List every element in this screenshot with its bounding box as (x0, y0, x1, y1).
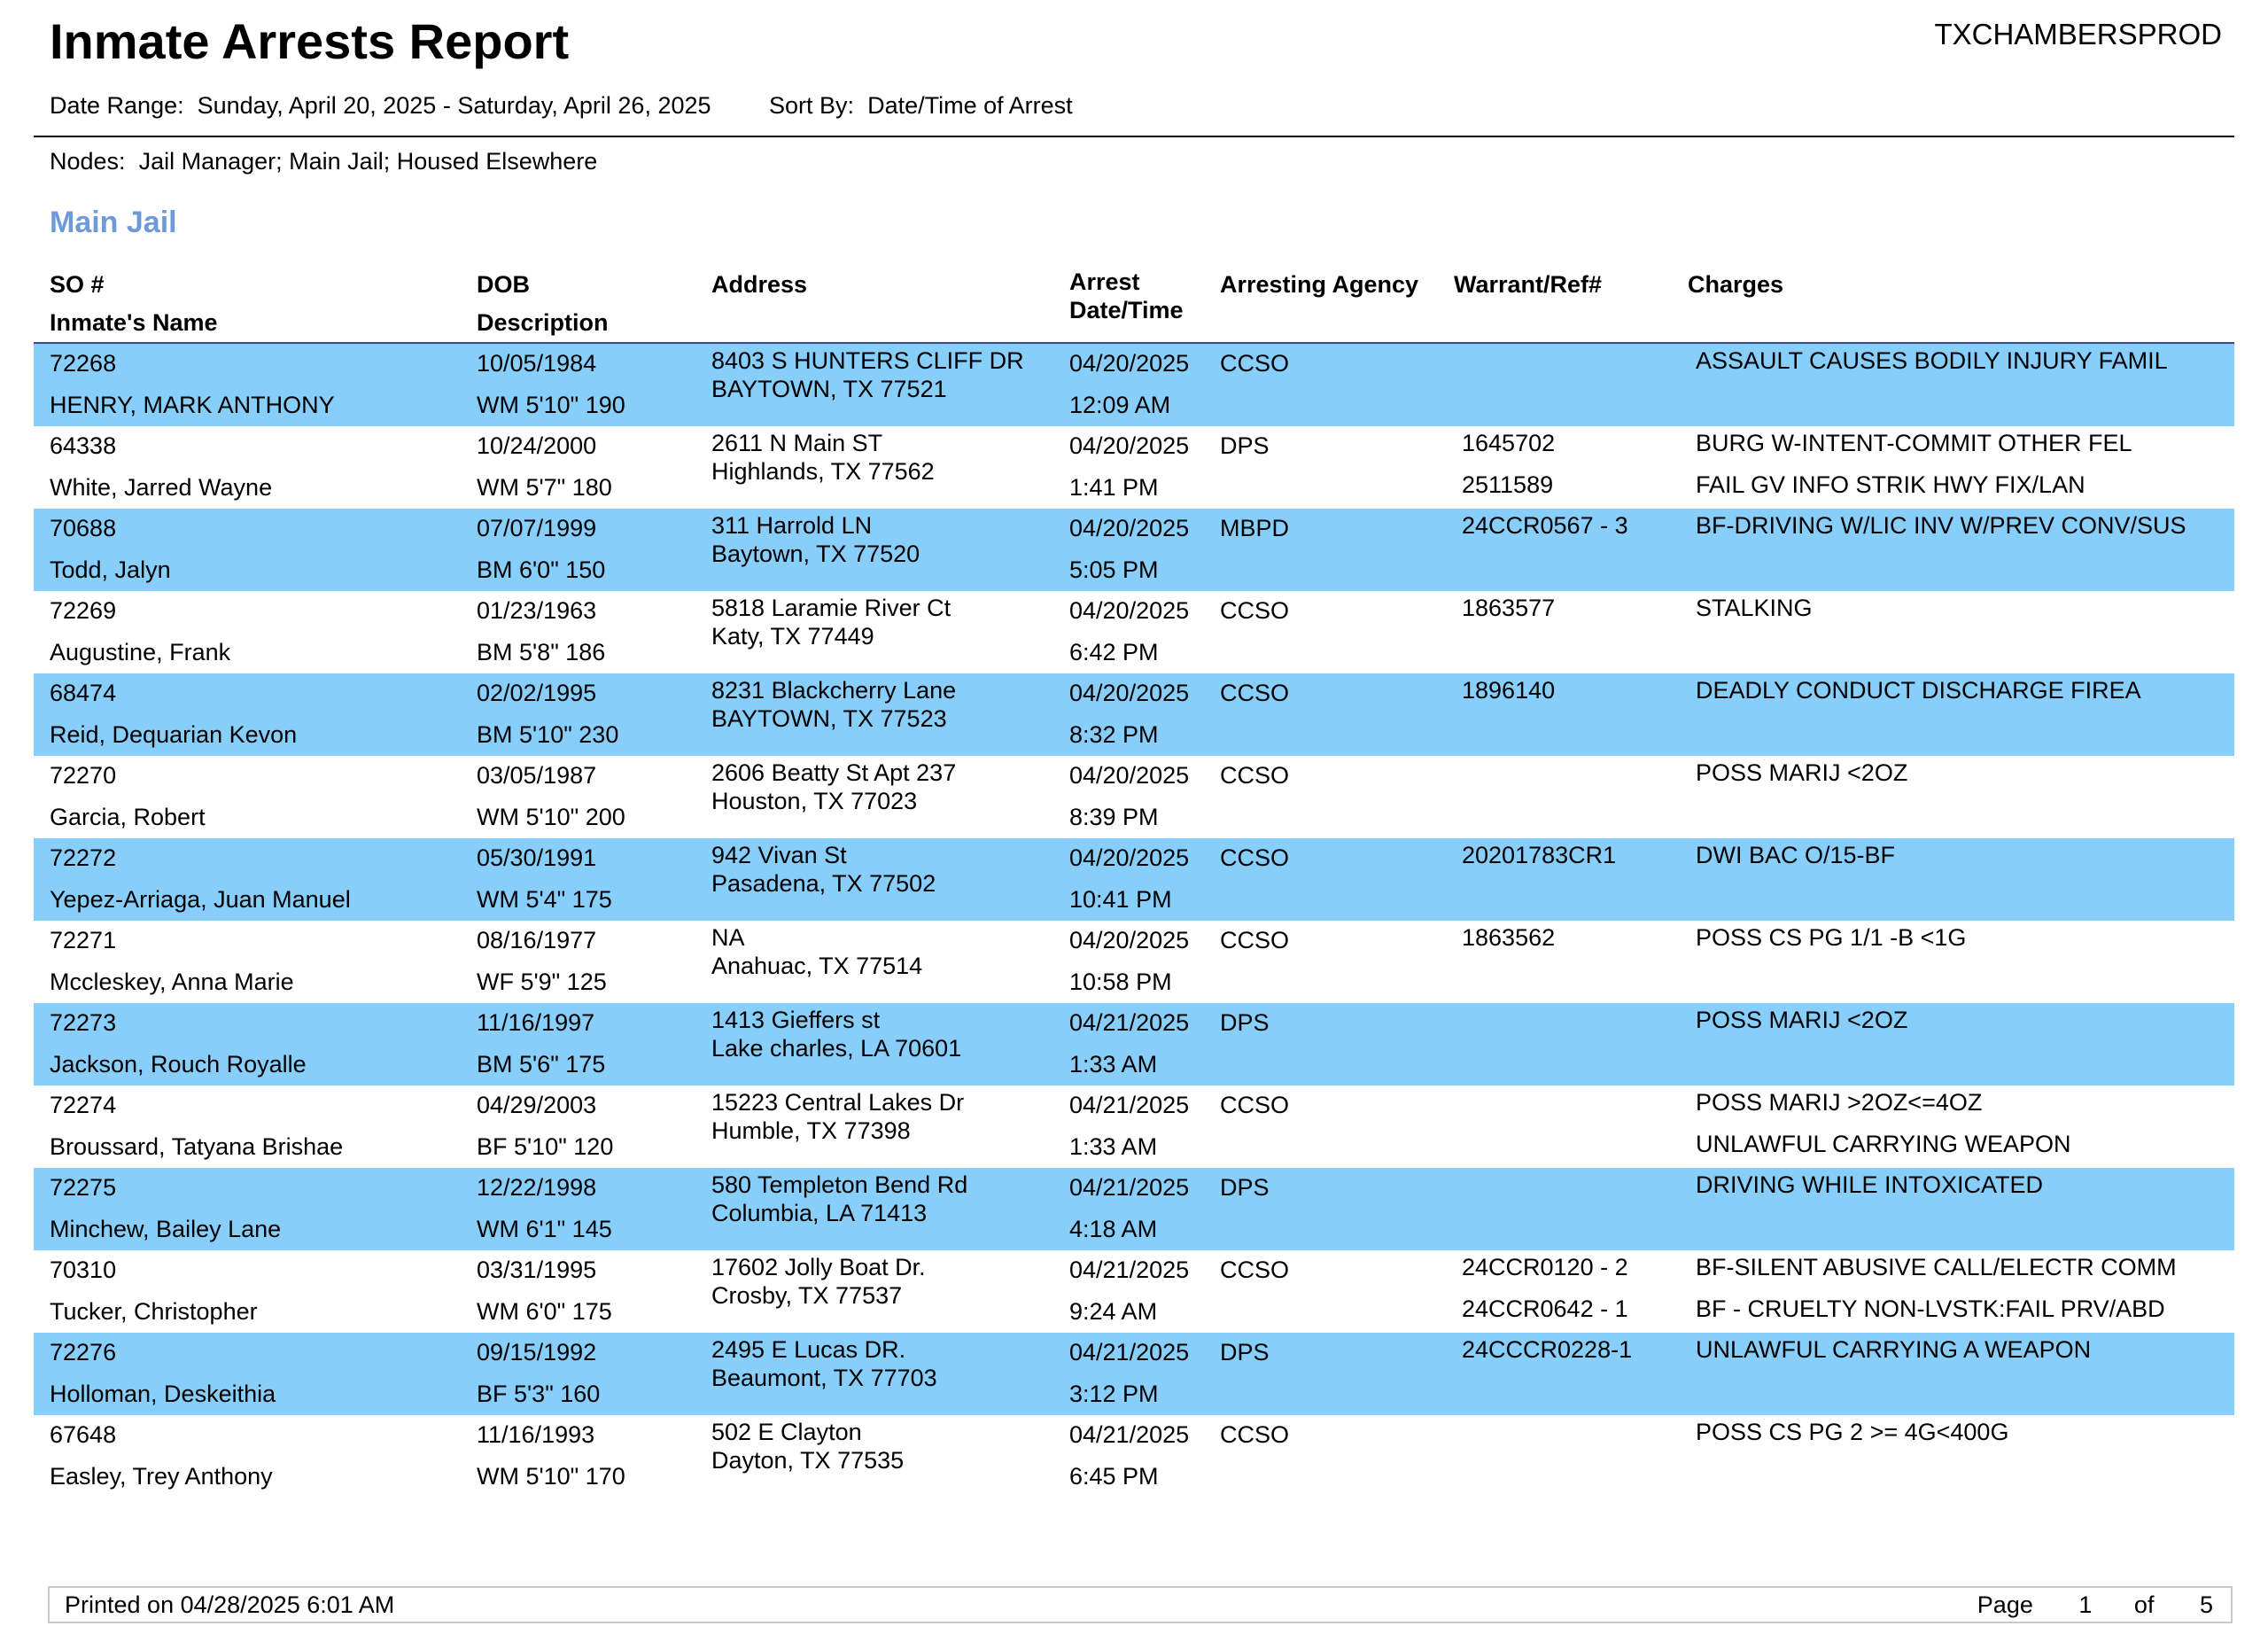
report-criteria (50, 92, 1073, 120)
so-number: 72268 (50, 350, 117, 377)
arresting-agency: DPS (1220, 1174, 1270, 1201)
so-number: 70310 (50, 1257, 117, 1283)
address-line-1: NA (711, 924, 745, 951)
address-line-1: 942 Vivan St (711, 842, 847, 868)
address-line-1: 5818 Laramie River Ct (711, 595, 951, 621)
inmate-name: Garcia, Robert (50, 804, 206, 830)
description: BF 5'10" 120 (477, 1133, 614, 1160)
so-number: 72273 (50, 1009, 117, 1036)
sort-label: Sort By: (769, 92, 855, 119)
arresting-agency: CCSO (1220, 1257, 1290, 1283)
dob: 07/07/1999 (477, 515, 597, 541)
table-row (34, 1333, 2234, 1415)
arresting-agency: DPS (1220, 432, 1270, 459)
so-number: 72276 (50, 1339, 117, 1366)
address-line-1: 2606 Beatty St Apt 237 (711, 759, 957, 786)
warrant-ref-1: 20201783CR1 (1462, 842, 1617, 868)
page-of-label: of (2133, 1591, 2155, 1618)
inmate-name: Minchew, Bailey Lane (50, 1216, 282, 1242)
address-line-2: Beaumont, TX 77703 (711, 1365, 937, 1391)
charge-1: UNLAWFUL CARRYING A WEAPON (1696, 1336, 2092, 1363)
description: WM 5'10" 170 (477, 1463, 625, 1490)
column-header-agency (1220, 266, 1418, 304)
description: WM 6'0" 175 (477, 1298, 612, 1325)
address-line-2: BAYTOWN, TX 77521 (711, 376, 947, 402)
inmate-name: Easley, Trey Anthony (50, 1463, 273, 1490)
nodes-value: Jail Manager; Main Jail; Housed Elsewhere (138, 148, 598, 175)
dob: 01/23/1963 (477, 597, 597, 624)
column-header-dob (477, 266, 609, 342)
so-number: 72275 (50, 1174, 117, 1201)
address-line-2: BAYTOWN, TX 77523 (711, 705, 947, 732)
arrest-time: 10:41 PM (1069, 886, 1172, 913)
dob: 04/29/2003 (477, 1092, 597, 1118)
page-number: 1 (2078, 1591, 2093, 1618)
table-row (34, 756, 2234, 838)
inmate-name: Holloman, Deskeithia (50, 1381, 276, 1407)
table-row (34, 1415, 2234, 1498)
page-label: Page (1977, 1591, 2033, 1618)
table-row (34, 509, 2234, 591)
column-header-so (50, 266, 218, 342)
address-line-1: 502 E Clayton (711, 1419, 862, 1445)
address-line-2: Pasadena, TX 77502 (711, 870, 936, 897)
address-line-1: 580 Templeton Bend Rd (711, 1171, 968, 1198)
table-row (34, 838, 2234, 921)
description: WM 5'10" 200 (477, 804, 625, 830)
inmate-name: Yepez-Arriaga, Juan Manuel (50, 886, 351, 913)
warrant-ref-1: 24CCCR0228-1 (1462, 1336, 1633, 1363)
so-number: 64338 (50, 432, 117, 459)
so-number: 72274 (50, 1092, 117, 1118)
description: WM 5'7" 180 (477, 474, 612, 501)
nodes-line (50, 148, 597, 175)
description: WM 6'1" 145 (477, 1216, 612, 1242)
dob: 09/15/1992 (477, 1339, 597, 1366)
charge-1: POSS MARIJ <2OZ (1696, 1007, 1908, 1033)
arrest-date: 04/21/2025 (1069, 1257, 1190, 1283)
description: WM 5'4" 175 (477, 886, 612, 913)
description: WM 5'10" 190 (477, 392, 625, 418)
arresting-agency: DPS (1220, 1009, 1270, 1036)
sort-value: Date/Time of Arrest (867, 92, 1073, 119)
arresting-agency: MBPD (1220, 515, 1290, 541)
so-number: 72272 (50, 844, 117, 871)
table-row (34, 426, 2234, 509)
inmate-name: HENRY, MARK ANTHONY (50, 392, 335, 418)
address-line-2: Houston, TX 77023 (711, 788, 918, 814)
arrest-time: 9:24 AM (1069, 1298, 1158, 1325)
column-label-address: Address (711, 271, 808, 298)
nodes-label: Nodes: (50, 148, 126, 175)
charge-1: BF-SILENT ABUSIVE CALL/ELECTR COMM (1696, 1254, 2177, 1280)
arresting-agency: DPS (1220, 1339, 1270, 1366)
arrest-table-body (34, 344, 2234, 1498)
page-total: 5 (2199, 1591, 2213, 1618)
description: BM 5'8" 186 (477, 639, 606, 665)
address-line-2: Humble, TX 77398 (711, 1117, 911, 1144)
arrest-date: 04/20/2025 (1069, 432, 1190, 459)
charge-1: DRIVING WHILE INTOXICATED (1696, 1171, 2044, 1198)
printed-timestamp: Printed on 04/28/2025 6:01 AM (65, 1591, 395, 1618)
column-label-agency: Arresting Agency (1220, 271, 1419, 298)
address-line-1: 15223 Central Lakes Dr (711, 1089, 965, 1116)
dob: 12/22/1998 (477, 1174, 597, 1201)
charge-2: FAIL GV INFO STRIK HWY FIX/LAN (1696, 471, 2085, 498)
arrest-time: 6:42 PM (1069, 639, 1159, 665)
arrest-date: 04/21/2025 (1069, 1339, 1190, 1366)
dob: 02/02/1995 (477, 680, 597, 706)
system-name: TXCHAMBERSPROD (1934, 18, 2222, 51)
inmate-name: White, Jarred Wayne (50, 474, 273, 501)
page-footer (48, 1586, 2233, 1623)
arrest-date: 04/20/2025 (1069, 350, 1190, 377)
so-number: 72270 (50, 762, 117, 789)
arrest-time: 10:58 PM (1069, 969, 1172, 995)
so-number: 70688 (50, 515, 117, 541)
charge-1: POSS MARIJ >2OZ<=4OZ (1696, 1089, 1983, 1116)
column-label-name: Inmate's Name (50, 309, 218, 336)
address-line-1: 8403 S HUNTERS CLIFF DR (711, 347, 1024, 374)
arrest-time: 12:09 AM (1069, 392, 1171, 418)
address-line-2: Anahuac, TX 77514 (711, 953, 923, 979)
charge-1: STALKING (1696, 595, 1813, 621)
arrest-date: 04/20/2025 (1069, 515, 1190, 541)
charge-1: POSS CS PG 2 >= 4G<400G (1696, 1419, 2009, 1445)
arrest-time: 1:33 AM (1069, 1133, 1158, 1160)
warrant-ref-1: 1645702 (1462, 430, 1556, 456)
charge-1: DEADLY CONDUCT DISCHARGE FIREA (1696, 677, 2141, 704)
date-range-label: Date Range: (50, 92, 184, 119)
address-line-2: Columbia, LA 71413 (711, 1200, 928, 1226)
dob: 10/05/1984 (477, 350, 597, 377)
address-line-1: 2611 N Main ST (711, 430, 883, 456)
address-line-2: Katy, TX 77449 (711, 623, 874, 650)
dob: 03/05/1987 (477, 762, 597, 789)
table-row (34, 673, 2234, 756)
address-line-2: Lake charles, LA 70601 (711, 1035, 962, 1062)
page-indicator (1969, 1591, 2213, 1619)
column-header-arrest (1069, 268, 1184, 324)
column-label-so: SO # (50, 271, 105, 298)
description: BM 5'10" 230 (477, 721, 619, 748)
inmate-name: Todd, Jalyn (50, 556, 171, 583)
report-title: Inmate Arrests Report (50, 13, 570, 69)
warrant-ref-1: 1863577 (1462, 595, 1556, 621)
column-label-charges: Charges (1688, 271, 1784, 298)
date-range-value: Sunday, April 20, 2025 - Saturday, April 26, 2025 (197, 92, 711, 119)
arrest-time: 8:39 PM (1069, 804, 1159, 830)
table-row (34, 1168, 2234, 1250)
so-number: 68474 (50, 680, 117, 706)
address-line-1: 311 Harrold LN (711, 512, 873, 539)
inmate-name: Tucker, Christopher (50, 1298, 258, 1325)
charge-1: POSS CS PG 1/1 -B <1G (1696, 924, 1967, 951)
table-row (34, 344, 2234, 426)
address-line-1: 8231 Blackcherry Lane (711, 677, 957, 704)
dob: 03/31/1995 (477, 1257, 597, 1283)
charge-2: BF - CRUELTY NON-LVSTK:FAIL PRV/ABD (1696, 1296, 2165, 1322)
column-label-description: Description (477, 309, 609, 336)
table-row (34, 1085, 2234, 1168)
description: BM 5'6" 175 (477, 1051, 606, 1078)
dob: 11/16/1997 (477, 1009, 595, 1036)
inmate-name: Jackson, Rouch Royalle (50, 1051, 307, 1078)
arresting-agency: CCSO (1220, 350, 1290, 377)
arrest-time: 5:05 PM (1069, 556, 1159, 583)
table-row (34, 1250, 2234, 1333)
dob: 11/16/1993 (477, 1421, 595, 1448)
inmate-name: Reid, Dequarian Kevon (50, 721, 298, 748)
arrest-date: 04/20/2025 (1069, 762, 1190, 789)
address-line-1: 1413 Gieffers st (711, 1007, 881, 1033)
address-line-2: Baytown, TX 77520 (711, 541, 920, 567)
arrest-date: 04/20/2025 (1069, 680, 1190, 706)
arrest-date: 04/20/2025 (1069, 927, 1190, 953)
warrant-ref-1: 1896140 (1462, 677, 1556, 704)
address-line-1: 17602 Jolly Boat Dr. (711, 1254, 926, 1280)
so-number: 72271 (50, 927, 117, 953)
column-label-datetime: Date/Time (1069, 297, 1184, 323)
dob: 10/24/2000 (477, 432, 597, 459)
column-label-warrant: Warrant/Ref# (1454, 271, 1603, 298)
dob: 05/30/1991 (477, 844, 597, 871)
arrest-time: 8:32 PM (1069, 721, 1159, 748)
column-header-warrant (1454, 266, 1602, 304)
address-line-2: Highlands, TX 77562 (711, 458, 935, 485)
warrant-ref-2: 2511589 (1462, 471, 1554, 498)
warrant-ref-1: 24CCR0120 - 2 (1462, 1254, 1628, 1280)
arrest-time: 3:12 PM (1069, 1381, 1159, 1407)
so-number: 67648 (50, 1421, 117, 1448)
column-label-dob: DOB (477, 271, 530, 298)
arrest-time: 1:33 AM (1069, 1051, 1158, 1078)
so-number: 72269 (50, 597, 117, 624)
charge-1: ASSAULT CAUSES BODILY INJURY FAMIL (1696, 347, 2168, 374)
column-header-charges (1688, 266, 1783, 304)
arrest-date: 04/21/2025 (1069, 1092, 1190, 1118)
charge-1: DWI BAC O/15-BF (1696, 842, 1896, 868)
arresting-agency: CCSO (1220, 1092, 1290, 1118)
arresting-agency: CCSO (1220, 927, 1290, 953)
arrest-date: 04/21/2025 (1069, 1009, 1190, 1036)
warrant-ref-2: 24CCR0642 - 1 (1462, 1296, 1628, 1322)
header-divider (34, 136, 2234, 137)
arresting-agency: CCSO (1220, 844, 1290, 871)
arrest-time: 1:41 PM (1069, 474, 1159, 501)
arresting-agency: CCSO (1220, 762, 1290, 789)
inmate-name: Broussard, Tatyana Brishae (50, 1133, 344, 1160)
table-row (34, 591, 2234, 673)
arresting-agency: CCSO (1220, 680, 1290, 706)
description: BM 6'0" 150 (477, 556, 606, 583)
arrest-time: 4:18 AM (1069, 1216, 1158, 1242)
address-line-2: Crosby, TX 77537 (711, 1282, 903, 1309)
inmate-name: Augustine, Frank (50, 639, 231, 665)
charge-1: BF-DRIVING W/LIC INV W/PREV CONV/SUS (1696, 512, 2186, 539)
arresting-agency: CCSO (1220, 597, 1290, 624)
column-label-arrest: Arrest (1069, 268, 1140, 295)
table-row (34, 921, 2234, 1003)
table-row (34, 1003, 2234, 1085)
column-header-address (711, 266, 807, 304)
arresting-agency: CCSO (1220, 1421, 1290, 1448)
arrest-date: 04/20/2025 (1069, 597, 1190, 624)
charge-2: UNLAWFUL CARRYING WEAPON (1696, 1131, 2071, 1157)
warrant-ref-1: 1863562 (1462, 924, 1556, 951)
inmate-name: Mccleskey, Anna Marie (50, 969, 294, 995)
arrest-date: 04/21/2025 (1069, 1174, 1190, 1201)
address-line-2: Dayton, TX 77535 (711, 1447, 905, 1474)
dob: 08/16/1977 (477, 927, 597, 953)
charge-1: BURG W-INTENT-COMMIT OTHER FEL (1696, 430, 2132, 456)
warrant-ref-1: 24CCR0567 - 3 (1462, 512, 1628, 539)
address-line-1: 2495 E Lucas DR. (711, 1336, 906, 1363)
section-title: Main Jail (50, 206, 177, 239)
arrest-date: 04/21/2025 (1069, 1421, 1190, 1448)
description: BF 5'3" 160 (477, 1381, 601, 1407)
charge-1: POSS MARIJ <2OZ (1696, 759, 1908, 786)
arrest-time: 6:45 PM (1069, 1463, 1159, 1490)
description: WF 5'9" 125 (477, 969, 607, 995)
arrest-date: 04/20/2025 (1069, 844, 1190, 871)
